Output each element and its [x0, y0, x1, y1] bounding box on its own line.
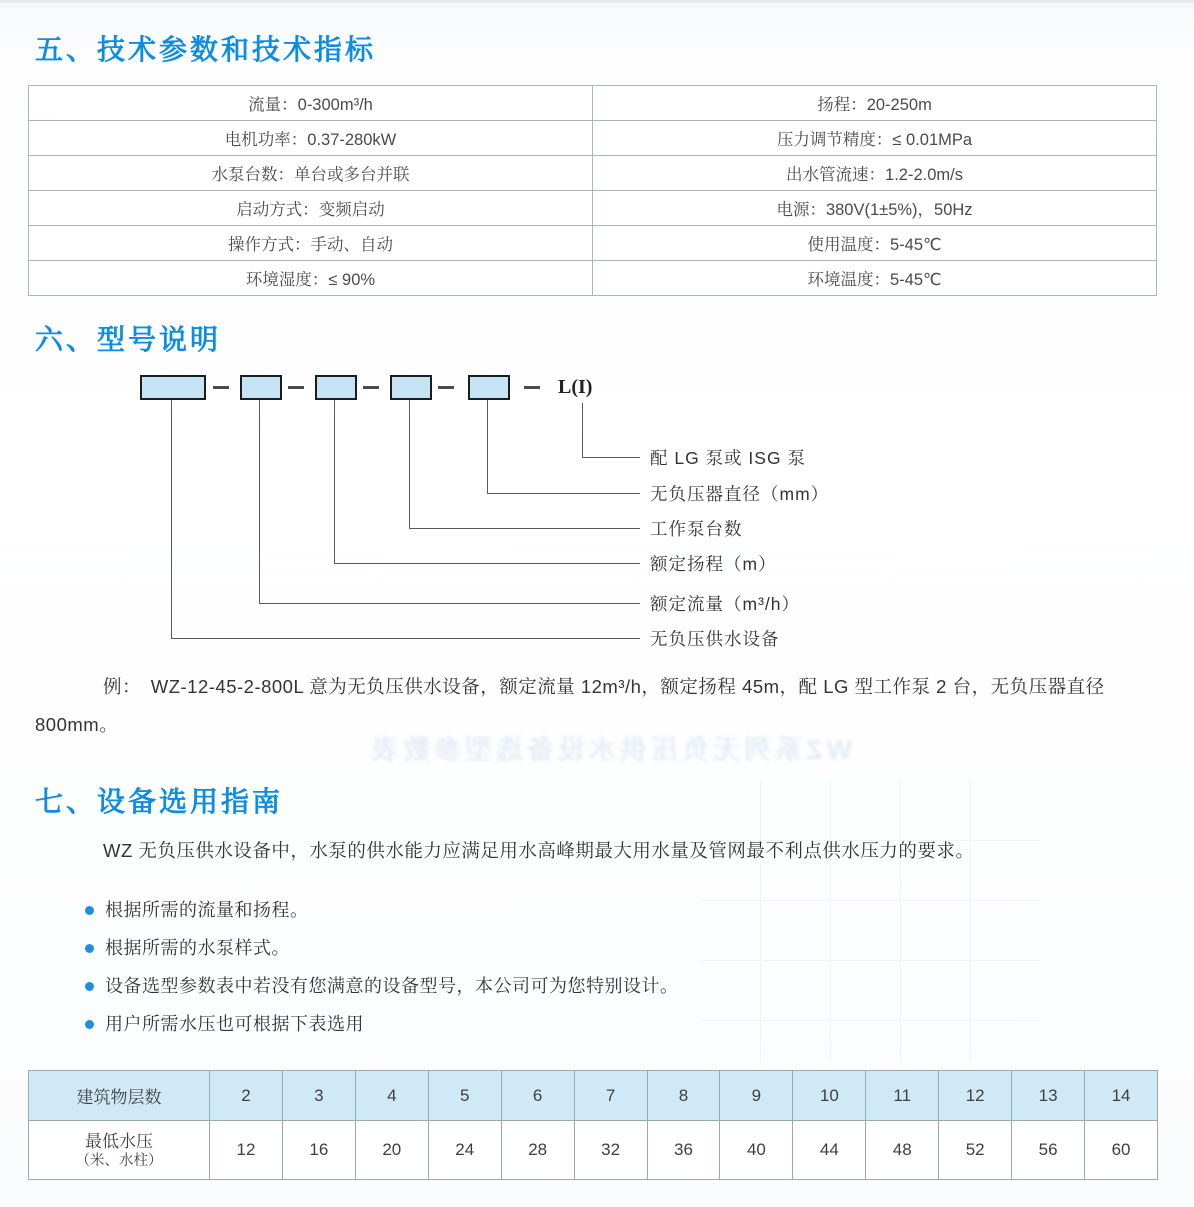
model-segment-box-3: [315, 375, 357, 400]
bullet-dot-icon: [85, 906, 94, 915]
connector-line: [582, 457, 640, 458]
spec-cell: 环境温度：5-45℃: [593, 261, 1157, 296]
connector-line: [582, 403, 583, 457]
pressure-row: [29, 1121, 1158, 1180]
model-segment-box-4: [390, 375, 432, 400]
spec-row: [29, 226, 1157, 261]
list-item-text: 用户所需水压也可根据下表选用: [105, 1014, 364, 1034]
model-segment-box-5: [468, 375, 510, 400]
pressure-row-label: [29, 1121, 210, 1180]
diagram-label-diameter: 无负压器直径（mm）: [650, 484, 830, 504]
diagram-label-rated-head: 额定扬程（m）: [650, 554, 777, 574]
selection-guide-paragraph: WZ 无负压供水设备中，水泵的供水能力应满足用水高峰期最大用水量及管网最不利点供水压力的要求。: [103, 840, 975, 861]
spec-cell: 扬程：20-250m: [593, 86, 1157, 121]
list-item: [85, 898, 1145, 922]
list-item-text: 根据所需的水泵样式。: [105, 938, 290, 958]
spec-cell: 流量：0-300m³/h: [29, 86, 593, 121]
section6-title: 六、型号说明: [35, 324, 222, 355]
pressure-cell: 56: [1012, 1121, 1085, 1180]
model-segment-box-2: [240, 375, 282, 400]
pressure-cell: 32: [574, 1121, 647, 1180]
spec-row: [29, 121, 1157, 156]
spec-cell: 电机功率：0.37-280kW: [29, 121, 593, 156]
spec-row: [29, 261, 1157, 296]
model-number-diagram: [0, 365, 1194, 665]
connector-line: [259, 603, 640, 604]
connector-line: [487, 493, 640, 494]
pressure-cell: 44: [793, 1121, 866, 1180]
spec-table: [28, 85, 1157, 296]
pressure-cell: 12: [210, 1121, 283, 1180]
diagram-label-equipment: 无负压供水设备: [650, 629, 780, 649]
model-suffix-label: L(I): [558, 376, 593, 398]
floor-cell: 8: [647, 1071, 720, 1121]
connector-line: [409, 400, 410, 528]
pressure-label-line2: （米、水柱）: [75, 1153, 163, 1169]
spec-cell: 出水管流速：1.2-2.0m/s: [593, 156, 1157, 191]
floor-cell: 9: [720, 1071, 793, 1121]
diagram-label-pump-count: 工作泵台数: [650, 519, 743, 539]
spec-cell: 环境湿度：≤ 90%: [29, 261, 593, 296]
pressure-cell: 16: [282, 1121, 355, 1180]
spec-cell: 操作方式：手动、自动: [29, 226, 593, 261]
floor-cell: 4: [355, 1071, 428, 1121]
pressure-cell: 40: [720, 1121, 793, 1180]
floor-cell: 11: [866, 1071, 939, 1121]
dash-separator: [213, 386, 229, 389]
connector-line: [334, 563, 640, 564]
floor-pressure-table: [28, 1070, 1158, 1180]
spec-cell: 水泵台数：单台或多台并联: [29, 156, 593, 191]
list-item: [85, 936, 1145, 960]
bullet-dot-icon: [85, 1020, 94, 1029]
floor-cell: 5: [428, 1071, 501, 1121]
spec-cell: 启动方式：变频启动: [29, 191, 593, 226]
spec-cell: 电源：380V(1±5%)，50Hz: [593, 191, 1157, 226]
connector-line: [171, 400, 172, 638]
list-item: [85, 1012, 1145, 1036]
connector-line: [409, 528, 640, 529]
pressure-cell: 60: [1085, 1121, 1158, 1180]
connector-line: [487, 400, 488, 493]
list-item: [85, 974, 1145, 998]
spec-row: [29, 191, 1157, 226]
pressure-cell: 24: [428, 1121, 501, 1180]
floor-cell: 12: [939, 1071, 1012, 1121]
dash-separator: [288, 386, 304, 389]
spec-cell: 压力调节精度：≤ 0.01MPa: [593, 121, 1157, 156]
floor-cell: 14: [1085, 1071, 1158, 1121]
floor-cell: 13: [1012, 1071, 1085, 1121]
bleedthrough-mirrored-text: WZ系列无负压供水设备选型参数表: [368, 735, 852, 765]
pressure-cell: 20: [355, 1121, 428, 1180]
floor-cell: 2: [210, 1071, 283, 1121]
floor-cell: 10: [793, 1071, 866, 1121]
pressure-cell: 28: [501, 1121, 574, 1180]
bullet-dot-icon: [85, 944, 94, 953]
model-segment-box-1: [140, 375, 206, 400]
scan-edge-artifact: [0, 0, 1194, 3]
spec-row: [29, 86, 1157, 121]
floor-header-row: [29, 1071, 1158, 1121]
pressure-cell: 48: [866, 1121, 939, 1180]
floor-header-label: 建筑物层数: [29, 1071, 210, 1121]
pressure-cell: 52: [939, 1121, 1012, 1180]
section7-title: 七、设备选用指南: [35, 786, 284, 817]
spec-cell: 使用温度：5-45℃: [593, 226, 1157, 261]
diagram-label-pump-type: 配 LG 泵或 ISG 泵: [650, 448, 806, 468]
dash-separator: [363, 386, 379, 389]
dash-separator: [438, 386, 454, 389]
model-example-text: 例： WZ-12-45-2-800L 意为无负压供水设备，额定流量 12m³/h，额定扬程 45m，配 LG 型工作泵 2 台，无负压器直径 800mm。: [35, 676, 1105, 735]
pressure-label-line1: 最低水压: [85, 1132, 153, 1151]
section5-title: 五、技术参数和技术指标: [35, 34, 377, 65]
floor-cell: 3: [282, 1071, 355, 1121]
connector-line: [171, 638, 640, 639]
floor-cell: 6: [501, 1071, 574, 1121]
spec-row: [29, 156, 1157, 191]
pressure-cell: 36: [647, 1121, 720, 1180]
dash-separator: [524, 386, 540, 389]
floor-cell: 7: [574, 1071, 647, 1121]
connector-line: [334, 400, 335, 563]
bullet-dot-icon: [85, 982, 94, 991]
list-item-text: 设备选型参数表中若没有您满意的设备型号，本公司可为您特别设计。: [105, 976, 679, 996]
connector-line: [259, 400, 260, 603]
list-item-text: 根据所需的流量和扬程。: [105, 900, 309, 920]
selection-guide-list: [85, 898, 1145, 1050]
diagram-label-rated-flow: 额定流量（m³/h）: [650, 594, 800, 614]
